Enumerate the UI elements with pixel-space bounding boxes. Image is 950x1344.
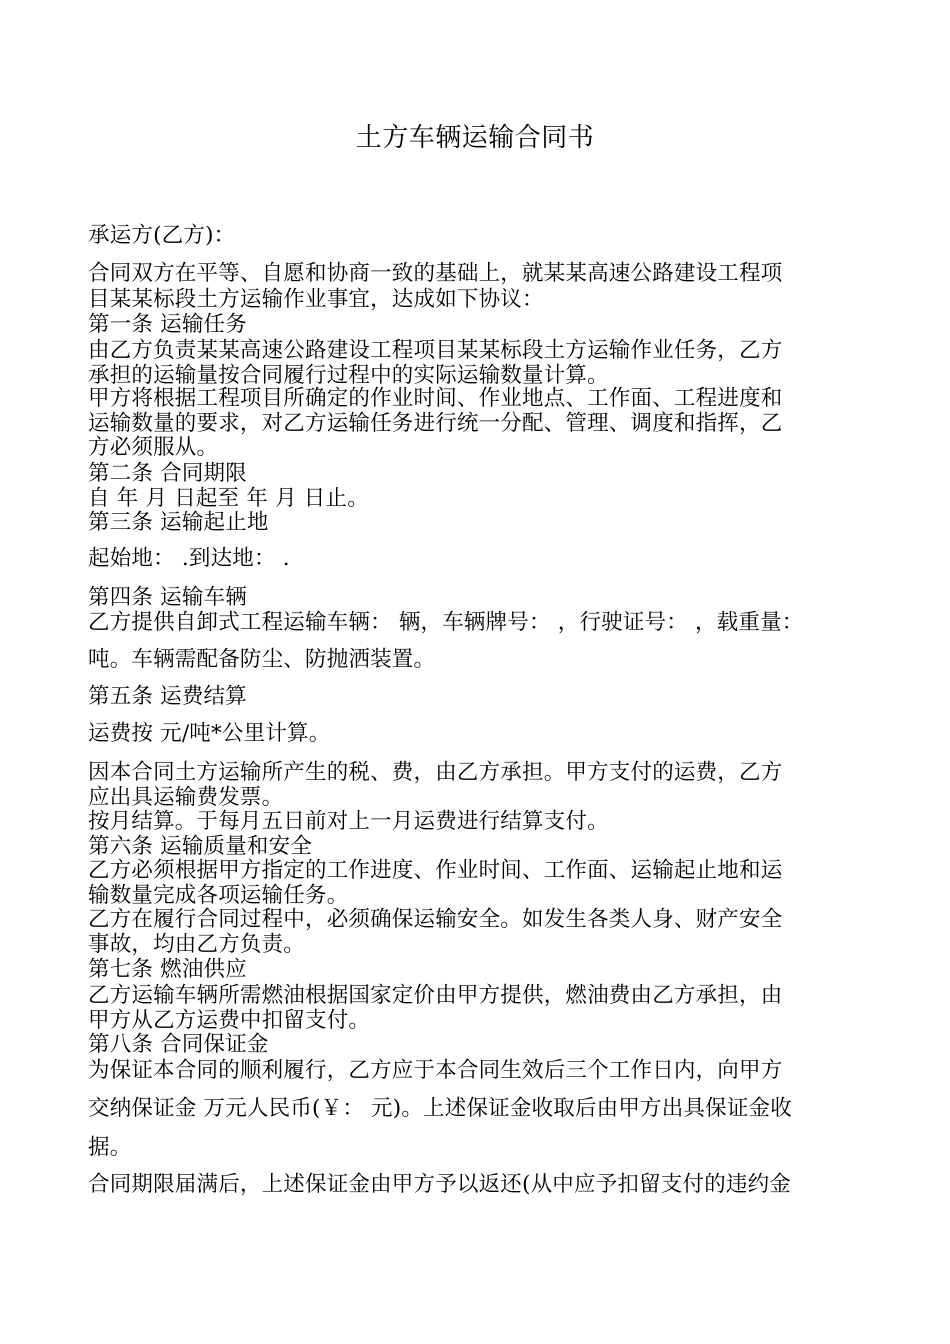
paragraph-line: 由乙方负责某某高速公路建设工程项目某某标段土方运输作业任务，乙方 [88, 338, 783, 363]
article-heading: 第二条 合同期限 [88, 461, 247, 486]
article-heading: 第一条 运输任务 [88, 312, 247, 337]
paragraph-line: 乙方在履行合同过程中，必须确保运输安全。如发生各类人身、财产安全 [88, 907, 783, 932]
article-heading: 第八条 合同保证金 [88, 1032, 269, 1057]
paragraph-line: 运费按 元/吨*公里计算。 [88, 721, 331, 746]
article-heading: 第三条 运输起止地 [88, 510, 269, 535]
paragraph-line: 为保证本合同的顺利履行，乙方应于本合同生效后三个工作日内，向甲方 [88, 1058, 783, 1083]
paragraph-line: 乙方必须根据甲方指定的工作进度、作业时间、工作面、运输起止地和运 [88, 858, 783, 883]
paragraph-line: 事故，均由乙方负责。 [88, 932, 306, 957]
paragraph-line: 甲方将根据工程项目所确定的作业时间、作业地点、工作面、工程进度和 [88, 386, 783, 411]
article-heading: 第七条 燃油供应 [88, 957, 247, 982]
paragraph-line: 据。 [88, 1135, 132, 1160]
paragraph-line: 按月结算。于每月五日前对上一月运费进行结算支付。 [88, 809, 609, 834]
paragraph-line: 运输数量的要求，对乙方运输任务进行统一分配、管理、调度和指挥，乙 [88, 411, 783, 436]
paragraph-line: 吨。车辆需配备防尘、防抛洒装置。 [88, 647, 436, 672]
paragraph-line: 输数量完成各项运输任务。 [88, 883, 349, 908]
article-heading: 第五条 运费结算 [88, 684, 247, 709]
party-b-line: 承运方(乙方)： [88, 223, 236, 248]
paragraph-line: 自 年 月 日起至 年 月 日止。 [88, 486, 369, 511]
article-heading: 第六条 运输质量和安全 [88, 834, 313, 859]
paragraph-line: 合同双方在平等、自愿和协商一致的基础上，就某某高速公路建设工程项 [88, 261, 783, 286]
paragraph-line: 方必须服从。 [88, 435, 219, 460]
paragraph-line: 交纳保证金 万元人民币(￥： 元)。上述保证金收取后由甲方出具保证金收 [88, 1096, 792, 1121]
paragraph-line: 因本合同土方运输所产生的税、费，由乙方承担。甲方支付的运费，乙方 [88, 760, 783, 785]
paragraph-line: 应出具运输费发票。 [88, 785, 284, 810]
paragraph-line: 乙方运输车辆所需燃油根据国家定价由甲方提供，燃油费由乙方承担，由 [88, 983, 783, 1008]
article-heading: 第四条 运输车辆 [88, 585, 247, 610]
document-title: 土方车辆运输合同书 [355, 123, 595, 153]
paragraph-line: 乙方提供自卸式工程运输车辆： 辆，车辆牌号： ，行驶证号： ，载重量： [88, 610, 804, 635]
paragraph-line: 目某某标段土方运输作业事宜，达成如下协议： [88, 287, 544, 312]
paragraph-line: 承担的运输量按合同履行过程中的实际运输数量计算。 [88, 363, 609, 388]
paragraph-line: 甲方从乙方运费中扣留支付。 [88, 1008, 371, 1033]
paragraph-line: 起始地： .到达地： . [88, 546, 290, 571]
paragraph-line: 合同期限届满后，上述保证金由甲方予以返还(从中应予扣留支付的违约金 [88, 1172, 791, 1197]
